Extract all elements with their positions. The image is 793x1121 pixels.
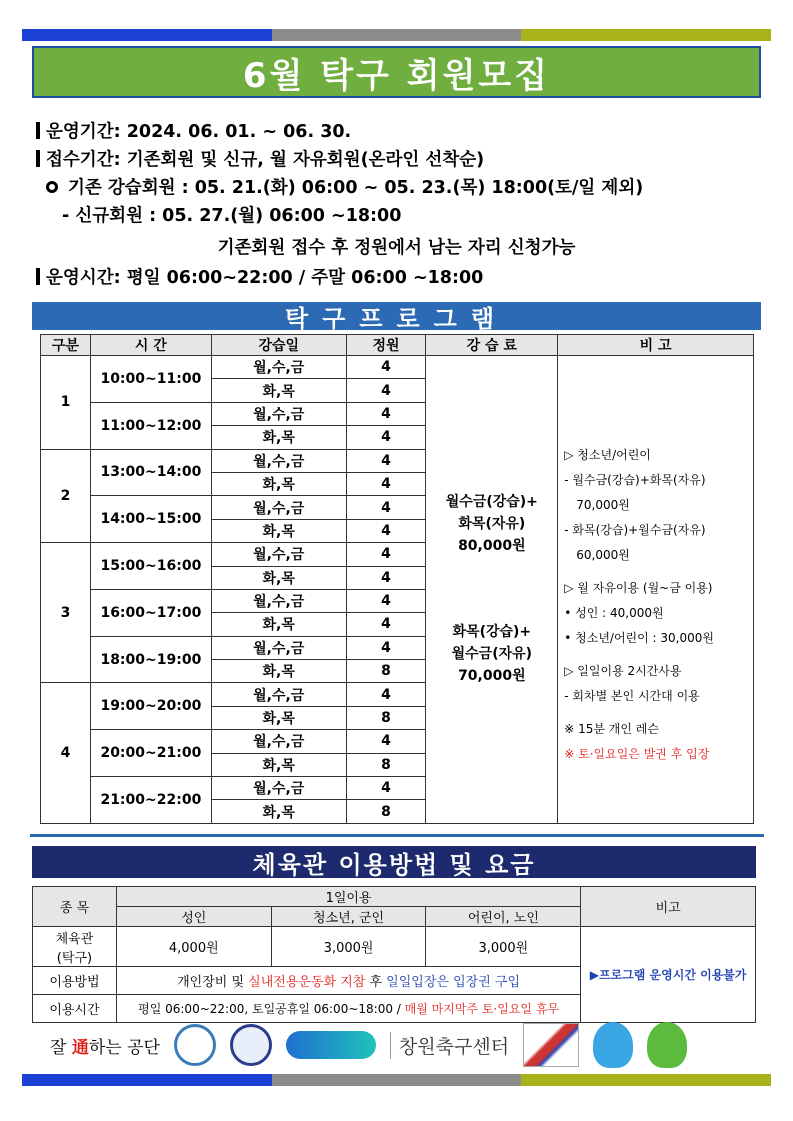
mascot-green-icon: [647, 1022, 687, 1068]
bottom-color-bar: [22, 1074, 771, 1086]
class-days: 월,수,금: [211, 496, 346, 519]
time-slot: 11:00~12:00: [90, 402, 211, 449]
info-new-members: - 신규회원 : 05. 27.(월) 06:00 ~18:00: [62, 206, 402, 226]
time-slot: 15:00~16:00: [90, 543, 211, 590]
note-line: ▷ 일일이용 2시간사용: [564, 664, 682, 679]
class-days: 화,목: [211, 426, 346, 449]
circle-bullet-icon: [46, 181, 58, 193]
capacity: 4: [346, 519, 426, 542]
page-title: 6월 탁구 회원모집: [242, 55, 551, 96]
capacity: 4: [346, 543, 426, 566]
time-slot: 20:00~21:00: [90, 730, 211, 777]
time-slot: 16:00~17:00: [90, 589, 211, 636]
class-days: 월,수,금: [211, 449, 346, 472]
capacity: 4: [346, 472, 426, 495]
class-days: 화,목: [211, 753, 346, 776]
note-line: ▷ 월 자유이용 (월~금 이용): [564, 581, 713, 596]
gym-row1-label: 체육관 (탁구): [33, 927, 117, 967]
slogan: 잘 通하는 공단: [50, 1037, 160, 1058]
class-days: 화,목: [211, 379, 346, 402]
gym-usage-method: 개인장비 및 실내전용운동화 지참 후 일일입장은 입장권 구입: [116, 967, 580, 995]
fee-option-2: 화목(강습)+ 월수금(자유) 70,000원: [451, 624, 533, 685]
gym-table: [32, 886, 756, 1023]
group-id: 2: [41, 449, 91, 543]
class-days: 월,수,금: [211, 730, 346, 753]
changwon-facilities-logo: [286, 1031, 376, 1059]
capacity: 8: [346, 706, 426, 729]
program-header-row: [41, 335, 754, 356]
center-name: 창원축구센터: [390, 1032, 509, 1059]
section-divider: [30, 834, 764, 837]
group-id: 1: [41, 356, 91, 450]
header-cell: 시 간: [90, 335, 211, 356]
class-days: 월,수,금: [211, 777, 346, 800]
class-days: 월,수,금: [211, 402, 346, 425]
gym-col-daily: 1일이용: [116, 887, 580, 907]
mascot-blue-icon: [593, 1022, 633, 1068]
class-days: 화,목: [211, 519, 346, 542]
class-days: 월,수,금: [211, 543, 346, 566]
note-line: ※ 토·일요일은 발권 후 입장: [564, 747, 710, 762]
capacity: 8: [346, 660, 426, 683]
footer-logos: [50, 1020, 750, 1070]
capacity: 8: [346, 800, 426, 823]
note-line: - 월수금(강습)+화목(자유): [564, 473, 706, 488]
award-logo: [523, 1023, 579, 1067]
capacity: 4: [346, 777, 426, 800]
program-heading: 탁구프로그램: [32, 302, 761, 330]
gym-row2-label: 이용방법: [33, 967, 117, 995]
program-table: [40, 334, 754, 824]
gym-col-note: 비고: [581, 887, 756, 927]
fee-cell: [426, 356, 558, 824]
group-id: 3: [41, 543, 91, 683]
gym-note: ▶프로그램 운영시간 이용불가: [581, 927, 756, 1023]
capacity: 4: [346, 356, 426, 379]
gym-sub-child: 어린이, 노인: [426, 907, 581, 927]
info-note: 기존회원 접수 후 정원에서 남는 자리 신청가능: [217, 238, 576, 258]
gym-price-adult: 4,000원: [116, 927, 271, 967]
header-cell: 강습일: [211, 335, 346, 356]
fee-option-1: 월수금(강습)+ 화목(자유) 80,000원: [445, 494, 538, 555]
gym-price-youth: 3,000원: [271, 927, 426, 967]
info-existing: 기존 강습회원 : 05. 21.(화) 06:00 ~ 05. 23.(목) 18:00(토/일 제외): [46, 174, 643, 199]
note-line: ▷ 청소년/어린이: [564, 448, 651, 463]
header-cell: 정원: [346, 335, 426, 356]
certification-logo: [174, 1024, 216, 1066]
note-line: - 화목(강습)+월수금(자유): [564, 523, 706, 538]
gym-usage-hours: 평일 06:00~22:00, 토일공휴일 06:00~18:00 / 매월 마지막주 토·일요일 휴무: [116, 995, 580, 1023]
time-slot: 14:00~15:00: [90, 496, 211, 543]
capacity: 4: [346, 589, 426, 612]
note-line: - 회차별 본인 시간대 이용: [564, 689, 700, 704]
capacity: 4: [346, 566, 426, 589]
time-slot: 18:00~19:00: [90, 636, 211, 683]
gym-price-child: 3,000원: [426, 927, 581, 967]
info-period: 운영기간: 2024. 06. 01. ~ 06. 30.: [36, 118, 351, 143]
class-days: 월,수,금: [211, 356, 346, 379]
group-id: 4: [41, 683, 91, 823]
gym-row3-label: 이용시간: [33, 995, 117, 1023]
gym-sub-adult: 성인: [116, 907, 271, 927]
capacity: 4: [346, 613, 426, 636]
class-days: 화,목: [211, 566, 346, 589]
header-cell: 강 습 료: [426, 335, 558, 356]
note-line: • 성인 : 40,000원: [564, 606, 664, 621]
info-reception: 접수기간: 기존회원 및 신규, 월 자유회원(온라인 선착순): [36, 146, 484, 171]
class-days: 화,목: [211, 472, 346, 495]
notes-cell: [558, 356, 754, 824]
class-days: 월,수,금: [211, 636, 346, 659]
capacity: 4: [346, 636, 426, 659]
capacity: 4: [346, 379, 426, 402]
capacity: 4: [346, 730, 426, 753]
class-days: 화,목: [211, 660, 346, 683]
capacity: 4: [346, 402, 426, 425]
header-cell: 구분: [41, 335, 91, 356]
time-slot: 10:00~11:00: [90, 356, 211, 403]
program-row: [41, 356, 754, 379]
capacity: 8: [346, 753, 426, 776]
note-line: • 청소년/어린이 : 30,000원: [564, 631, 714, 646]
capacity: 4: [346, 449, 426, 472]
class-days: 화,목: [211, 613, 346, 636]
time-slot: 19:00~20:00: [90, 683, 211, 730]
info-hours: 운영시간: 평일 06:00~22:00 / 주말 06:00 ~18:00: [36, 264, 483, 289]
gym-col-item: 종 목: [33, 887, 117, 927]
capacity: 4: [346, 496, 426, 519]
capacity: 4: [346, 426, 426, 449]
header-cell: 비 고: [558, 335, 754, 356]
gym-heading: 체육관 이용방법 및 요금: [32, 846, 756, 878]
time-slot: 13:00~14:00: [90, 449, 211, 496]
capacity: 4: [346, 683, 426, 706]
note-line: 60,000원: [576, 548, 630, 563]
gym-sub-youth: 청소년, 군인: [271, 907, 426, 927]
class-days: 화,목: [211, 800, 346, 823]
class-days: 화,목: [211, 706, 346, 729]
class-days: 월,수,금: [211, 683, 346, 706]
time-slot: 21:00~22:00: [90, 777, 211, 824]
page-title-banner: [32, 46, 761, 98]
emblem-logo: [230, 1024, 272, 1066]
note-line: ※ 15분 개인 레슨: [564, 722, 659, 737]
class-days: 월,수,금: [211, 589, 346, 612]
top-color-bar: [22, 29, 771, 41]
note-line: 70,000원: [576, 498, 630, 513]
